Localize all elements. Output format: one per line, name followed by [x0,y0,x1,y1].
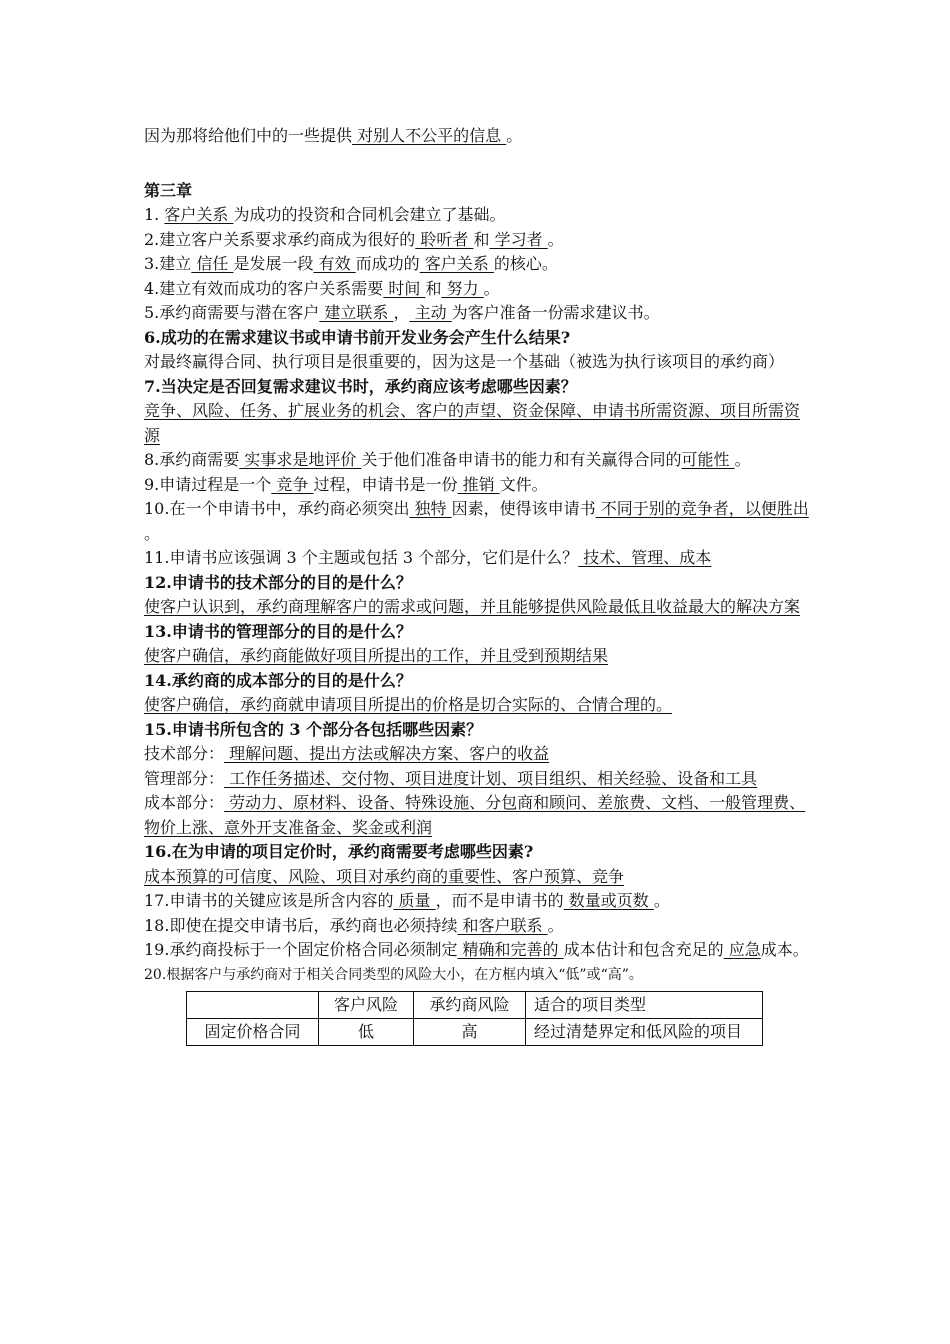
q5-end: 为客户准备一份需求建议书。 [451,303,660,322]
q8-blank-1: 实事求是地评价 [239,450,362,469]
q8-text-2: 关于他们准备申请书的能力和有关赢得合同的 [361,450,682,469]
mgmt-label: 管理部分： [144,768,225,788]
table-header-cell: 适合的项目类型 [526,992,763,1019]
q3-blank-3: 客户关系 [419,254,494,273]
question-13: 13.申请书的管理部分的目的是什么？ [144,621,412,641]
question-3 [144,252,809,277]
answer-16: 成本预算的可信度、风险、项目对承约商的重要性、客户预算、竞争 [144,866,625,886]
q1-num: 1. [144,205,165,224]
tech-label: 技术部分： [144,744,225,763]
q4-text: 4.建立有效而成功的客户关系需要 [144,278,384,298]
table-cell: 高 [414,1019,526,1046]
intro-blank: 对别人不公平的信息 [352,126,507,145]
question-18 [144,914,809,939]
q12-text: 12.申请书的技术部分的目的是什么？ [144,572,412,592]
q9-text: 9.申请过程是一个 [144,474,272,494]
q9-blank-1: 竞争 [271,474,314,494]
q3-text: 3.建立 [144,254,192,273]
q18-text: 18.即使在提交申请书后，承约商也必须持续 [144,915,458,935]
table-header-cell [187,992,319,1019]
question-7 [144,375,809,400]
q1-text: 为成功的投资和合同机会建立了基础。 [233,205,506,224]
chapter-title: 第三章 [144,180,193,200]
answer-15-mgmt [144,767,809,792]
answer-6: 对最终赢得合同、执行项目是很重要的，因为这是一个基础（被选为执行该项目的承约商） [144,352,785,371]
answer-7: 竞争、风险、任务、扩展业务的机会、客户的声望、资金保障、申请书所需资源、项目所需资源 [144,401,801,445]
q2-blank-1: 聆听者 [415,229,474,249]
q10-blank-1: 独特 [409,499,452,518]
q17-blank-1: 质量 [393,891,436,910]
answer-13: 使客户确信，承约商能做好项目所提出的工作，并且受到预期结果 [144,646,609,665]
q10-text: 10.在一个申请书中，承约商必须突出 [144,499,410,518]
q8-text: 8.承约商需要 [144,450,240,469]
question-2 [144,228,809,253]
table-cell: 经过清楚界定和低风险的项目 [526,1019,763,1046]
table-cell: 低 [319,1019,414,1046]
q3-end: 的核心。 [493,254,558,273]
table-row [187,1019,763,1046]
question-6: 6.成功的在需求建议书或申请书前开发业务会产生什么结果? [144,327,571,347]
answer-14: 使客户确信，承约商就申请项目所提出的价格是切合实际的、合情合理的。 [144,695,673,714]
question-1 [144,203,809,228]
q9-blank-2: 推销 [457,474,500,494]
spacer [144,149,809,179]
question-11 [144,546,809,571]
question-16: 16.在为申请的项目定价时，承约商需要考虑哪些因素? [144,842,534,861]
q17-text-2: ，而不是申请书的 [435,891,564,910]
question-15: 15.申请书所包含的 3 个部分各包括哪些因素？ [144,719,483,739]
q19-text-2: 成本估计和包含充足的 [563,940,724,959]
q9-text-2: 过程，申请书是一份 [313,474,458,494]
q5-text: 5.承约商需要与潜在客户 [144,303,320,322]
q11-blank: 技术、管理、成本 [578,548,712,567]
table-header-row [187,992,763,1019]
q17-text: 17.申请书的关键应该是所含内容的 [144,891,394,910]
q19-blank-1: 精确和完善的 [457,940,564,959]
question-10 [144,497,809,546]
q2-blank-2: 学习者 [489,229,548,249]
q2-text: 2.建立客户关系要求承约商成为很好的 [144,229,416,249]
q3-blank-2: 有效 [313,254,356,273]
question-9 [144,473,809,498]
cost-label: 成本部分： [144,793,225,812]
q4-end: 。 [483,278,500,298]
q17-end: 。 [653,891,670,910]
question-20: 20.根据客户与承约商对于相关合同类型的风险大小，在方框内填入“低”或“高”。 [144,966,643,983]
risk-table [186,991,763,1046]
q2-end: 。 [547,229,564,249]
q1-blank: 客户关系 [164,205,234,224]
q10-text-2: 因素，使得该申请书 [451,499,596,518]
answer-15-tech [144,742,809,767]
answer-15-cost [144,791,809,840]
q4-blank-1: 时间 [383,278,426,298]
q8-end: 。 [734,450,751,469]
question-17 [144,889,809,914]
q5-blank-1: 建立联系 [319,303,394,322]
q19-end: 成本。 [760,940,809,959]
mgmt-answer: 工作任务描述、交付物、项目进度计划、项目组织、相关经验、设备和工具 [224,768,758,788]
q19-text: 19.承约商投标于一个固定价格合同必须制定 [144,940,458,959]
q10-blank-2: 不同于别的竞争者，以便胜出 [595,499,809,518]
table-header-cell: 客户风险 [319,992,414,1019]
q3-text-2: 是发展一段 [233,254,314,273]
q3-text-3: 而成功的 [355,254,420,273]
q5-blank-2: 主动 [409,303,452,322]
q17-blank-2: 数量或页数 [563,891,654,910]
q11-text: 11.申请书应该强调 3 个主题或包括 3 个部分，它们是什么？ [144,548,579,567]
intro-end: 。 [506,126,523,145]
q19-blank-2: 应急 [723,940,761,959]
q10-end: 。 [144,523,161,543]
q2-text-2: 和 [473,229,490,249]
question-4 [144,277,809,302]
q18-blank: 和客户联系 [457,915,548,935]
question-8 [144,448,809,473]
q9-end: 文件。 [499,474,548,494]
q18-end: 。 [547,915,564,935]
cost-answer: 劳动力、原材料、设备、特殊设施、分包商和顾问、差旅费、文档、一般管理费、物价上涨、意外开支准备金、奖金或利润 [144,793,806,837]
question-14: 14.承约商的成本部分的目的是什么？ [144,670,412,690]
document-page [144,124,809,1046]
tech-answer: 理解问题、提出方法或解决方案、客户的收益 [224,744,550,763]
answer-12: 使客户认识到，承约商理解客户的需求或问题，并且能够提供风险最低且收益最大的解决方案 [144,597,801,616]
q5-text-2: ， [393,303,410,322]
q3-blank-1: 信任 [191,254,234,273]
q8-blank-2: 可能性 [681,450,735,469]
question-19 [144,938,809,963]
table-cell: 固定价格合同 [187,1019,319,1046]
q7-text: 7.当决定是否回复需求建议书时，承约商应该考虑哪些因素？ [144,376,577,396]
table-header-cell: 承约商风险 [414,992,526,1019]
question-5 [144,301,809,326]
intro-line [144,124,809,149]
q4-text-2: 和 [425,278,442,298]
intro-text: 因为那将给他们中的一些提供 [144,126,353,145]
question-12 [144,571,809,596]
q4-blank-2: 努力 [441,278,484,298]
